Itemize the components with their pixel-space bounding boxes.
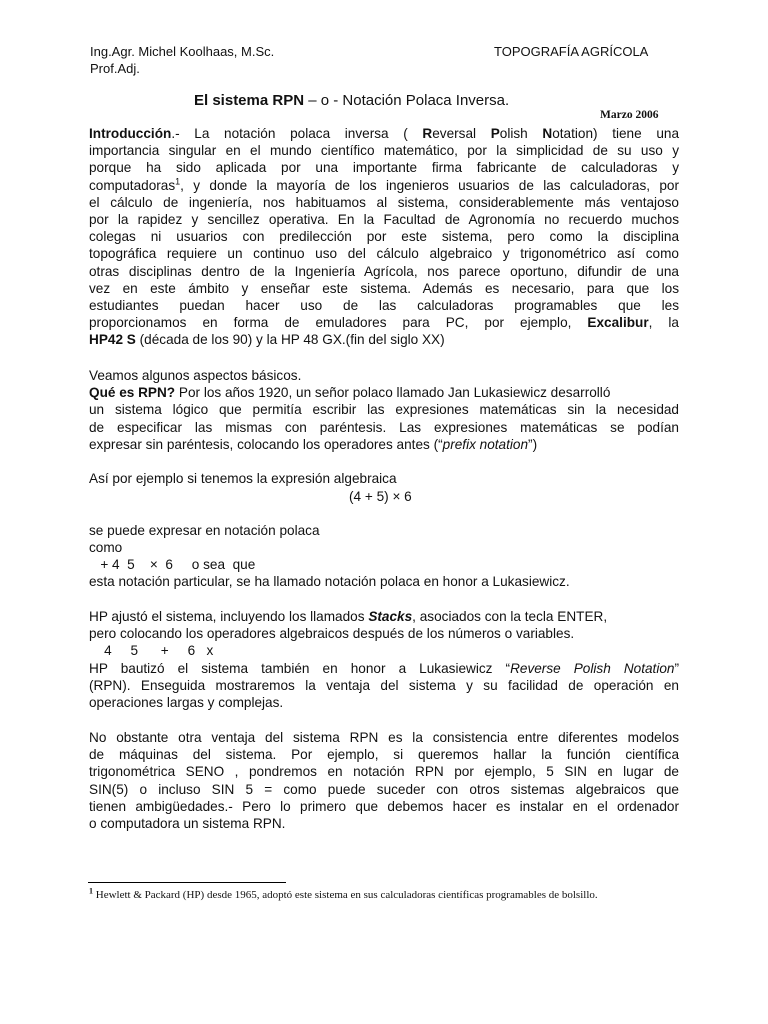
basics-line-5	[89, 436, 679, 453]
basics-line-3: un sistema lógico que permitía escribir las expresiones matemáticas sin la necesidad	[89, 402, 679, 418]
basics-line-2	[89, 384, 679, 401]
page-title	[194, 92, 509, 109]
intro-text: , y donde la mayoría de los ingenieros usuarios de las calculadoras, por	[180, 177, 679, 193]
intro-paragraph	[89, 125, 679, 349]
basics-paragraph	[89, 367, 679, 453]
footnote-mark: 1	[89, 886, 93, 896]
example-line-2: se puede expresar en notación polaca	[89, 523, 320, 538]
footnote-ref: 1	[175, 176, 181, 187]
advantage-paragraph	[89, 729, 679, 832]
hp-line-3	[89, 660, 679, 677]
algebraic-expression: (4 + 5) × 6	[349, 489, 412, 504]
intro-text: (década de los 90) y la HP 48 GX.(fin del siglo XX)	[135, 332, 445, 348]
hp-line-2: pero colocando los operadores algebraicos después de los números o variables.	[89, 626, 575, 642]
intro-line-6: por la rapidez y sencillez operativa. En la Facultad de Agronomía no recuerdo muchos	[89, 212, 679, 228]
intro-line-7: colegas ni usuarios con predilección por este sistema, pero como la disciplina	[89, 229, 679, 245]
intro-text: , la	[648, 315, 679, 331]
hp-text: ”	[674, 660, 679, 676]
title-bold: El sistema RPN	[194, 92, 305, 109]
postfix-expression: 4 5 + 6 x	[89, 643, 214, 659]
footnote-divider	[88, 882, 286, 883]
acronym-letter: R	[422, 126, 433, 141]
title-rest: – o - Notación Polaca Inversa.	[304, 92, 510, 109]
hp-paragraph	[89, 608, 679, 711]
header-author: Ing.Agr. Michel Koolhaas, M.Sc.	[90, 44, 275, 59]
example-intro: Así por ejemplo si tenemos la expresión algebraica	[89, 471, 397, 486]
advantage-line-2: de máquinas del sistema. Por ejemplo, si queremos hallar la función científica	[89, 747, 679, 763]
intro-line-1	[89, 125, 679, 142]
hp-text: HP bautizó el sistema también en honor a Lukasiewicz “	[89, 660, 511, 676]
hp-text: , asociados con la tecla ENTER,	[412, 609, 608, 624]
basics-line-4: de especificar las mismas con paréntesis. Las expresiones matemáticas se podían	[89, 419, 679, 435]
intro-text: otation) tiene una	[552, 126, 679, 141]
footnote-text: Hewlett & Packard (HP) desde 1965, adoptó este sistema en sus calculadoras científicas programables de bolsillo.	[93, 889, 598, 901]
hp42s-label: HP42 S	[89, 332, 136, 348]
intro-text: proporcionamos en forma de emuladores para PC, por ejemplo,	[89, 315, 588, 331]
excalibur-label: Excalibur	[587, 315, 649, 331]
intro-text: eversal	[432, 126, 491, 141]
header-author-title: Prof.Adj.	[90, 61, 140, 76]
advantage-line-6: o computadora un sistema RPN.	[89, 816, 286, 832]
intro-line-3: porque ha sido aplicada por una importante firma fabricante de calculadoras y	[89, 160, 679, 176]
intro-text: computadoras	[89, 177, 176, 193]
intro-text: .- La notación polaca inversa (	[171, 126, 423, 141]
hp-line-1	[89, 608, 679, 625]
intro-line-10: vez en este ámbito y enseñar este sistema. Además es necesario, para que los	[89, 280, 679, 296]
advantage-line-4: SIN(5) o incluso SIN 5 = como puede suceder con otros sistemas algebraicos que	[89, 781, 679, 797]
hp-line-5: operaciones largas y complejas.	[89, 695, 284, 711]
example-line-3: como	[89, 540, 123, 555]
hp-text: HP ajustó el sistema, incluyendo los llamados	[89, 609, 369, 624]
advantage-line-5: tienen ambigüedades.- Pero lo primero que debemos hacer es instalar en el ordenador	[89, 798, 679, 814]
advantage-line-1: No obstante otra ventaja del sistema RPN es la consistencia entre diferentes modelos	[89, 730, 679, 745]
footnote	[89, 886, 598, 901]
prefix-expression: + 4 5 × 6 o sea que	[89, 557, 256, 572]
header-course: TOPOGRAFÍA AGRÍCOLA	[494, 44, 649, 59]
reverse-polish-notation-term: Reverse Polish Notation	[510, 660, 675, 676]
acronym-letter: P	[490, 126, 500, 141]
intro-line-12	[89, 314, 679, 331]
prefix-notation-term: prefix notation	[442, 436, 529, 452]
advantage-line-3: trigonométrica SENO , pondremos en notación RPN por ejemplo, 5 SIN en lugar de	[89, 764, 679, 780]
intro-line-5: el cálculo de ingeniería, nos habituamos al sistema, considerablemente más ventajoso	[89, 194, 679, 210]
intro-line-4	[89, 177, 679, 194]
intro-label: Introducción	[89, 126, 172, 141]
intro-line-2: importancia singular en el mundo científico matemático, por la simplicidad de su uso y	[89, 143, 679, 159]
basics-text: ”)	[528, 436, 538, 452]
hp-line-4: (RPN). Enseguida mostraremos la ventaja del sistema y su facilidad de operación en	[89, 677, 679, 693]
example-line-4: esta notación particular, se ha llamado notación polaca en honor a Lukasiewicz.	[89, 574, 570, 589]
basics-line-1: Veamos algunos aspectos básicos.	[89, 368, 302, 383]
acronym-letter: N	[542, 126, 553, 141]
intro-line-8: topográfica requiere un continuo uso del cálculo algebraico y trigonométrico así como	[89, 246, 679, 262]
basics-text: expresar sin paréntesis, colocando los operadores antes (“	[89, 436, 443, 452]
basics-text: Por los años 1920, un señor polaco llamado Jan Lukasiewicz desarrolló	[175, 385, 611, 401]
stacks-term: Stacks	[368, 609, 413, 624]
intro-line-9: otras disciplinas dentro de la Ingeniería Agrícola, nos parece oportuno, difundir de una	[89, 263, 679, 279]
intro-text: olish	[499, 126, 543, 141]
document-date: Marzo 2006	[600, 109, 659, 121]
intro-line-13	[89, 331, 679, 348]
what-is-rpn-label: Qué es RPN?	[89, 385, 176, 401]
intro-line-11: estudiantes puedan hacer uso de las calculadoras programables que les	[89, 298, 679, 314]
